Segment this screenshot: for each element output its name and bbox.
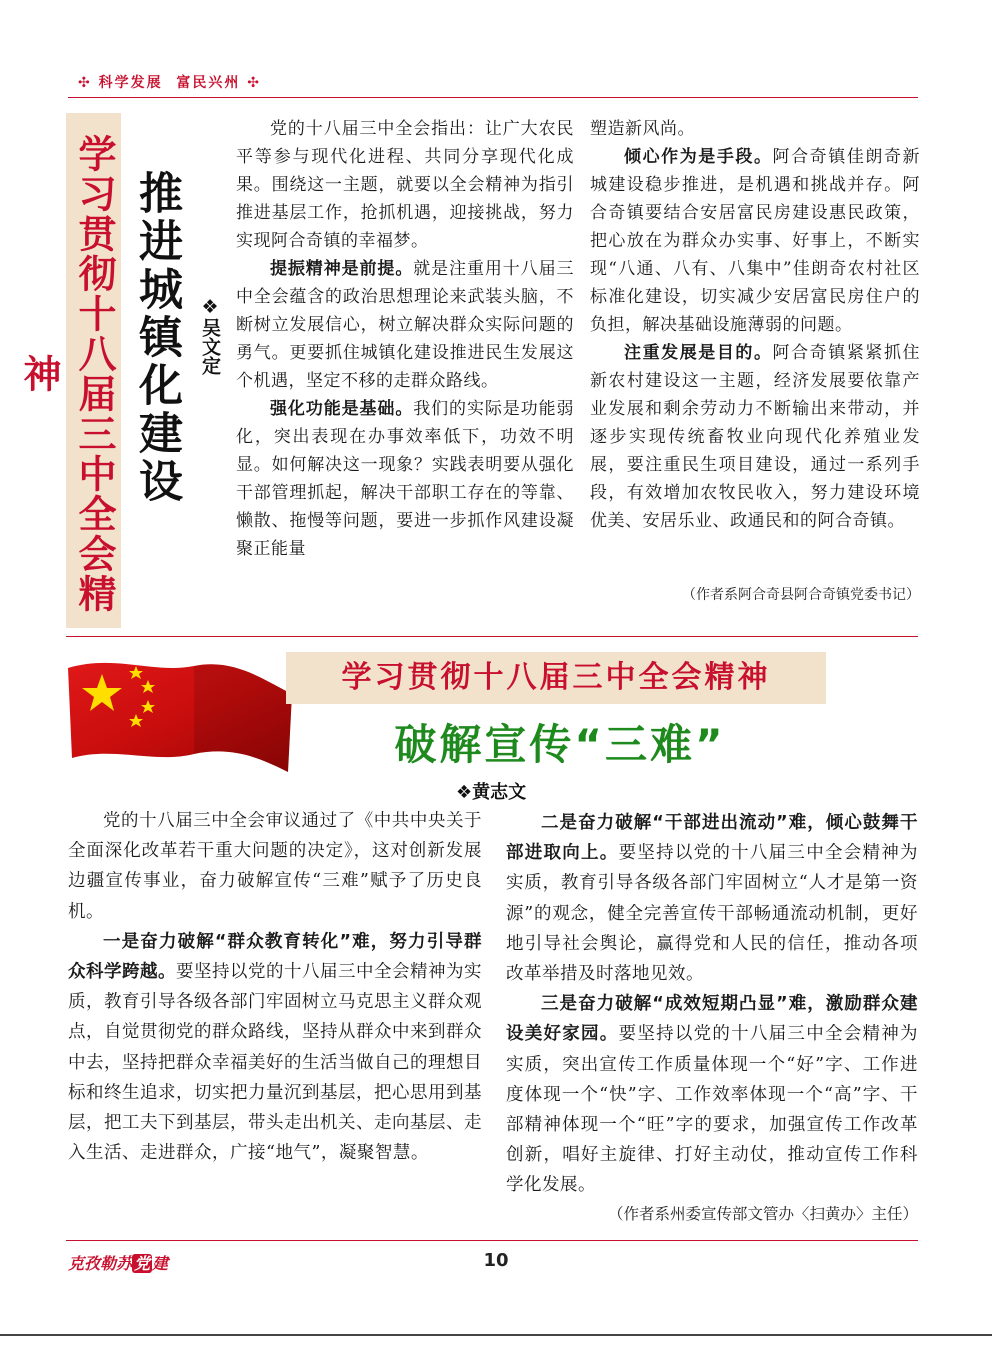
paragraph: 倾心作为是手段。阿合奇镇佳朗奇新城建设稳步推进，是机遇和挑战并存。阿合奇镇要结合安居富民房建设惠民政策，把心放在为群众办实事、好事上，不断实现“八通、八有、八集中”佳朗奇农村社区标准化建设，切实减少安居富民房住户的负担，解决基础设施薄弱的问题。 [590, 147, 921, 335]
page-number: 10 [483, 1250, 509, 1271]
article1-column-2 [590, 115, 920, 535]
paragraph: 党的十八届三中全会审议通过了《中共中央关于全面深化改革若干重大问题的决定》，这对创新发展边疆宣传事业，奋力破解宣传“三难”赋予了历史良机。 [68, 811, 482, 922]
article2-title: 破解宣传“三难” [394, 720, 726, 769]
article2-banner [286, 652, 826, 704]
article2-banner-text: 学习贯彻十八届三中全会精神 [341, 660, 771, 695]
section-divider [66, 636, 918, 637]
article2-column-2 [506, 808, 918, 1201]
paragraph: 二是奋力破解“干部进出流动”难，倾心鼓舞干部进取向上。要坚持以党的十八届三中全会精神为实质，教育引导各级各部门牢固树立“人才是第一资源”的观念，健全完善宣传干部畅通流动机制，更好地引导社会舆论，赢得党和人民的信任，推动各项改革举措及时落地见效。 [506, 813, 919, 985]
article2-byline: （作者系州委宣传部文管办〈扫黄办〉主任） [607, 1205, 918, 1223]
header-slogan: ✣ 科学发展 富民兴州 ✣ [78, 75, 261, 91]
paragraph: 提振精神是前提。就是注重用十八届三中全会蕴含的政治思想理论来武装头脑，不断树立发展信心，树立解决群众实际问题的勇气。更要抓住城镇化建设推进民生发展这个机遇，坚定不移的走群众路线。 [236, 259, 574, 391]
footer-divider [66, 1240, 918, 1241]
article1-column-1 [236, 115, 574, 563]
paragraph: 塑造新风尚。 [590, 119, 695, 139]
article2-column-1 [68, 806, 482, 1168]
side-banner [17, 113, 121, 628]
paragraph: 强化功能是基础。我们的实际是功能弱化，突出表现在办事效率低下，功效不明显。如何解决这一现象？实践表明要从强化干部管理抓起，解决干部职工存在的等靠、懒散、拖慢等问题，要进一步抓作风建设凝聚正能量 [236, 399, 574, 559]
article2-author: ❖黄志文 [456, 782, 527, 803]
paragraph: 注重发展是目的。阿合奇镇紧紧抓住新农村建设这一主题，经济发展要依靠产业发展和剩余劳动力不断输出来带动，并逐步实现传统畜牧业向现代化养殖业发展，要注重民生项目建设，通过一系列手段，有效增加农牧民收入，努力建设环境优美、安居乐业、政通民和的阿合奇镇。 [590, 343, 921, 531]
article1-author: ❖吴文定 [199, 296, 221, 375]
article1-title: 推进城镇化建设 [131, 170, 182, 506]
page-bottom-line [0, 1334, 992, 1336]
paragraph: 三是奋力破解“成效短期凸显”难，激励群众建设美好家园。要坚持以党的十八届三中全会精神为实质，突出宣传工作质量体现一个“好”字、工作进度体现一个“快”字、工作效率体现一个“高”字、干部精神体现一个“旺”字的要求，加强宣传工作改革创新，唱好主旋律、打好主动仗，推动宣传工作科学化发展。 [506, 994, 919, 1196]
footer-brand-logo: 克孜勒苏 党 建 [68, 1254, 169, 1273]
chinese-flag-icon [64, 654, 296, 778]
side-banner-text: 学习贯彻十八届三中全会精神 [17, 133, 116, 614]
article1-byline: （作者系阿合奇县阿合奇镇党委书记） [682, 587, 920, 603]
header-divider [68, 97, 918, 98]
paragraph: 党的十八届三中全会指出：让广大农民平等参与现代化进程、共同分享现代化成果。围绕这一主题，就要以全会精神为指引推进基层工作，抢抓机遇，迎接挑战，努力实现阿合奇镇的幸福梦。 [236, 119, 574, 251]
paragraph: 一是奋力破解“群众教育转化”难，努力引导群众科学跨越。要坚持以党的十八届三中全会精神为实质，教育引导各级各部门牢固树立马克思主义群众观点，自觉贯彻党的群众路线，坚持从群众中来到群众中去，坚持把群众幸福美好的生活当做自己的理想目标和终生追求，切实把力量沉到基层，把心思用到基层，把工夫下到基层，带头走出机关、走向基层、走入生活、走进群众，广接“地气”，凝聚智慧。 [68, 931, 482, 1164]
